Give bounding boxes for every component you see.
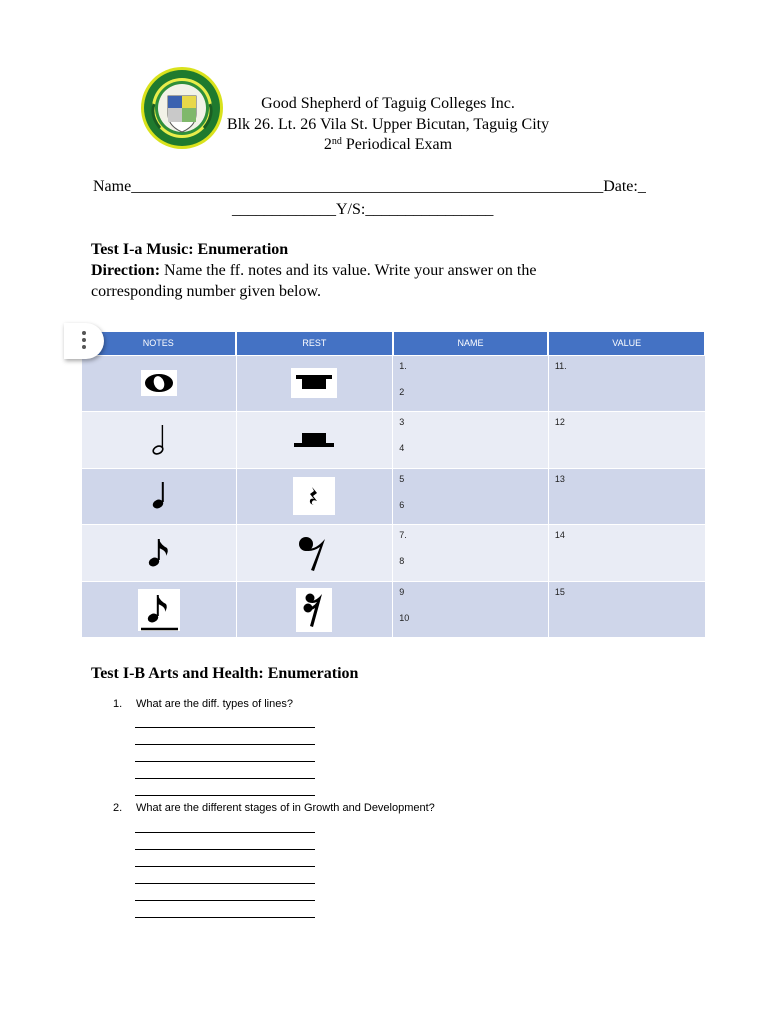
- rest-cell: [236, 525, 393, 582]
- table-header-row: [82, 332, 706, 355]
- name-number: 8: [399, 556, 405, 567]
- name-number: 9: [399, 586, 405, 597]
- answer-blank[interactable]: [135, 832, 315, 833]
- question-number: 1.: [113, 698, 123, 710]
- value-number: 14: [554, 530, 565, 541]
- quarter-rest-icon: [293, 477, 335, 515]
- value-cell: [548, 468, 705, 525]
- name-number: 4: [399, 443, 405, 454]
- exam-title-text: Periodical Exam: [345, 136, 453, 153]
- note-cell: [82, 525, 237, 582]
- rest-cell: [236, 468, 393, 525]
- quarter-note-icon: [152, 481, 166, 511]
- answer-blank[interactable]: [135, 883, 315, 884]
- half-rest-icon: [292, 429, 336, 451]
- name-cell: [393, 355, 549, 412]
- answer-blank[interactable]: [135, 727, 315, 728]
- sixteenth-note-icon: [138, 589, 180, 631]
- name-number: 10: [399, 612, 410, 623]
- value-number: 13: [554, 473, 565, 484]
- exam-ordinal: 2: [323, 136, 332, 153]
- value-cell: [548, 412, 705, 469]
- value-cell: [548, 581, 705, 638]
- name-cell: [393, 468, 549, 525]
- table-row: [82, 581, 706, 638]
- table-row: [82, 412, 706, 469]
- table-row: [82, 355, 706, 412]
- exam-ordinal-suffix: nd: [331, 136, 342, 147]
- note-cell: [82, 412, 237, 469]
- answer-blank[interactable]: [135, 849, 315, 850]
- answer-blank[interactable]: [135, 866, 315, 867]
- value-number: 11.: [554, 360, 567, 371]
- value-cell: [548, 355, 705, 412]
- direction-label: Direction:: [91, 262, 161, 279]
- answer-blank[interactable]: [135, 778, 315, 779]
- name-date-line: Name___________________________________________________________Date:_: [93, 178, 646, 195]
- whole-note-icon: [141, 370, 177, 396]
- value-number: 12: [554, 417, 565, 428]
- answer-blank[interactable]: [135, 795, 315, 796]
- eighth-note-icon: [147, 537, 171, 569]
- rest-cell: [236, 355, 393, 412]
- kebab-dot-icon: [82, 338, 86, 342]
- table-row: [82, 468, 706, 525]
- question-text: What are the different stages of in Growth and Development?: [136, 802, 435, 814]
- header-value: VALUE: [548, 332, 705, 355]
- kebab-dot-icon: [82, 331, 86, 335]
- test1a-title: Test I-a Music: Enumeration: [91, 241, 289, 258]
- table-row: [82, 525, 706, 582]
- rest-cell: [236, 581, 393, 638]
- name-number: 3: [399, 417, 405, 428]
- answer-blank[interactable]: [135, 900, 315, 901]
- eighth-rest-icon: [297, 533, 331, 573]
- answer-blank[interactable]: [135, 761, 315, 762]
- year-section-line: _____________Y/S:________________: [232, 201, 494, 218]
- header-notes: NOTES: [82, 332, 237, 355]
- rest-cell: [236, 412, 393, 469]
- question-text: What are the diff. types of lines?: [136, 698, 293, 710]
- notes-table: [81, 332, 706, 638]
- note-cell: [82, 355, 237, 412]
- answer-blank[interactable]: [135, 917, 315, 918]
- whole-rest-icon: [291, 368, 337, 398]
- more-options-button[interactable]: [64, 323, 104, 359]
- direction-text: Name the ff. notes and its value. Write your answer on the: [160, 262, 537, 279]
- test1a-direction-cont: corresponding number given below.: [91, 283, 322, 300]
- test1a-direction: [91, 262, 536, 280]
- name-number: 5: [399, 473, 405, 484]
- value-number: 15: [554, 586, 565, 597]
- value-cell: [548, 525, 705, 582]
- name-cell: [393, 581, 549, 638]
- test1b-title: Test I-B Arts and Health: Enumeration: [91, 665, 359, 682]
- kebab-dot-icon: [82, 345, 86, 349]
- name-number: 7.: [399, 530, 407, 541]
- exam-title: [4, 135, 768, 155]
- name-cell: [393, 525, 549, 582]
- question-number: 2.: [113, 802, 123, 814]
- note-cell: [82, 468, 237, 525]
- half-note-icon: [152, 423, 166, 457]
- note-cell: [82, 581, 237, 638]
- name-number: 6: [399, 499, 405, 510]
- school-address: Blk 26. Lt. 26 Vila St. Upper Bicutan, Taguig City: [226, 116, 550, 133]
- header-name: NAME: [393, 332, 549, 355]
- name-cell: [393, 412, 549, 469]
- sixteenth-rest-icon: [296, 588, 332, 632]
- name-number: 2: [399, 386, 405, 397]
- header-rest: REST: [236, 332, 393, 355]
- name-number: 1.: [399, 360, 407, 371]
- answer-blank[interactable]: [135, 744, 315, 745]
- school-name: Good Shepherd of Taguig Colleges Inc.: [261, 95, 515, 112]
